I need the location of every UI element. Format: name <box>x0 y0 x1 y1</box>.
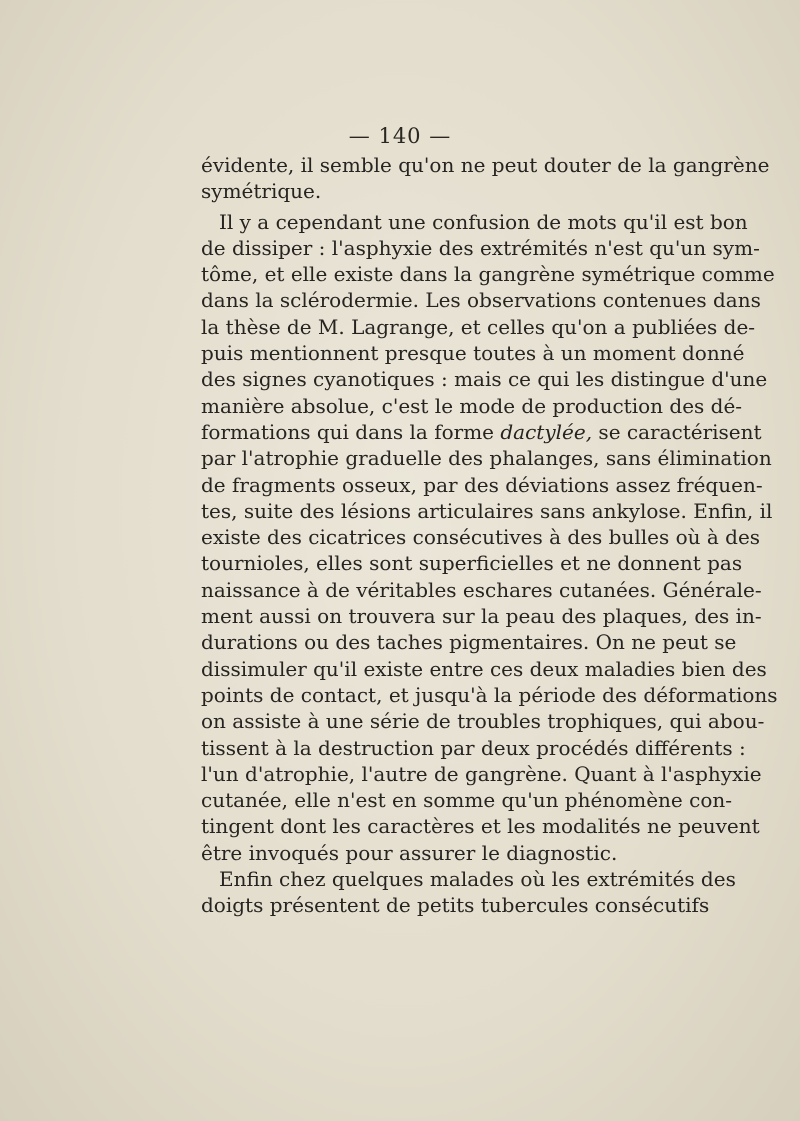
text-line: doigts présentent de petits tubercules consécutifs <box>201 893 710 918</box>
text-line: Il y a cependant une confusion de mots qu'il est bon <box>219 209 748 234</box>
text-line: manière absolue, c'est le mode de production des dé- <box>201 393 743 418</box>
body-text <box>201 152 778 919</box>
text-line <box>201 419 762 445</box>
text-line: tournioles, elles sont superficielles et ne donnent pas <box>201 551 743 576</box>
text-line: on assiste à une série de troubles trophiques, qui abou- <box>201 709 765 734</box>
text-line: dissimuler qu'il existe entre ces deux maladies bien des <box>201 656 767 681</box>
text-line: évidente, il semble qu'on ne peut douter de la gangrène <box>201 153 770 177</box>
text-line: naissance à de véritables eschares cutanées. Générale- <box>201 577 762 602</box>
text-segment: se caractérisent <box>592 419 762 444</box>
text-line: des signes cyanotiques : mais ce qui les distingue d'une <box>201 367 768 392</box>
text-line: l'un d'atrophie, l'autre de gangrène. Quant à l'asphyxie <box>201 761 762 786</box>
text-line: tôme, et elle existe dans la gangrène symétrique comme <box>201 262 775 287</box>
page-number: — 140 — <box>348 124 452 148</box>
text-line: tingent dont les caractères et les modalités ne peuvent <box>201 814 760 839</box>
text-line: existe des cicatrices consécutives à des bulles où à des <box>201 525 761 550</box>
text-line: être invoqués pour assurer le diagnostic. <box>201 840 618 865</box>
text-line: de fragments osseux, par des déviations assez fréquen- <box>201 472 763 497</box>
text-line: par l'atrophie graduelle des phalanges, sans élimination <box>201 446 772 471</box>
text-line: cutanée, elle n'est en somme qu'un phénomène con- <box>201 788 733 813</box>
text-line: ment aussi on trouvera sur la peau des plaques, des in- <box>201 604 762 629</box>
text-line: de dissiper : l'asphyxie des extrémités n'est qu'un sym- <box>201 235 760 260</box>
text-line: symétrique. <box>201 179 322 204</box>
text-line: Enfin chez quelques malades où les extrémités des <box>219 867 736 892</box>
text-line: durations ou des taches pigmentaires. On ne peut se <box>201 630 737 655</box>
text-line: puis mentionnent presque toutes à un moment donné <box>201 341 745 366</box>
text-line: dans la sclérodermie. Les observations contenues dans <box>201 288 761 313</box>
text-segment: formations qui dans la forme <box>201 419 501 444</box>
text-line: points de contact, et jusqu'à la période des déformations <box>201 682 778 707</box>
text-line: la thèse de M. Lagrange, et celles qu'on a publiées de- <box>201 314 756 339</box>
text-line: tes, suite des lésions articulaires sans ankylose. Enfin, il <box>201 498 773 523</box>
italic-term: dactylée, <box>500 419 593 444</box>
text-line: tissent à la destruction par deux procédés différents : <box>201 735 746 760</box>
